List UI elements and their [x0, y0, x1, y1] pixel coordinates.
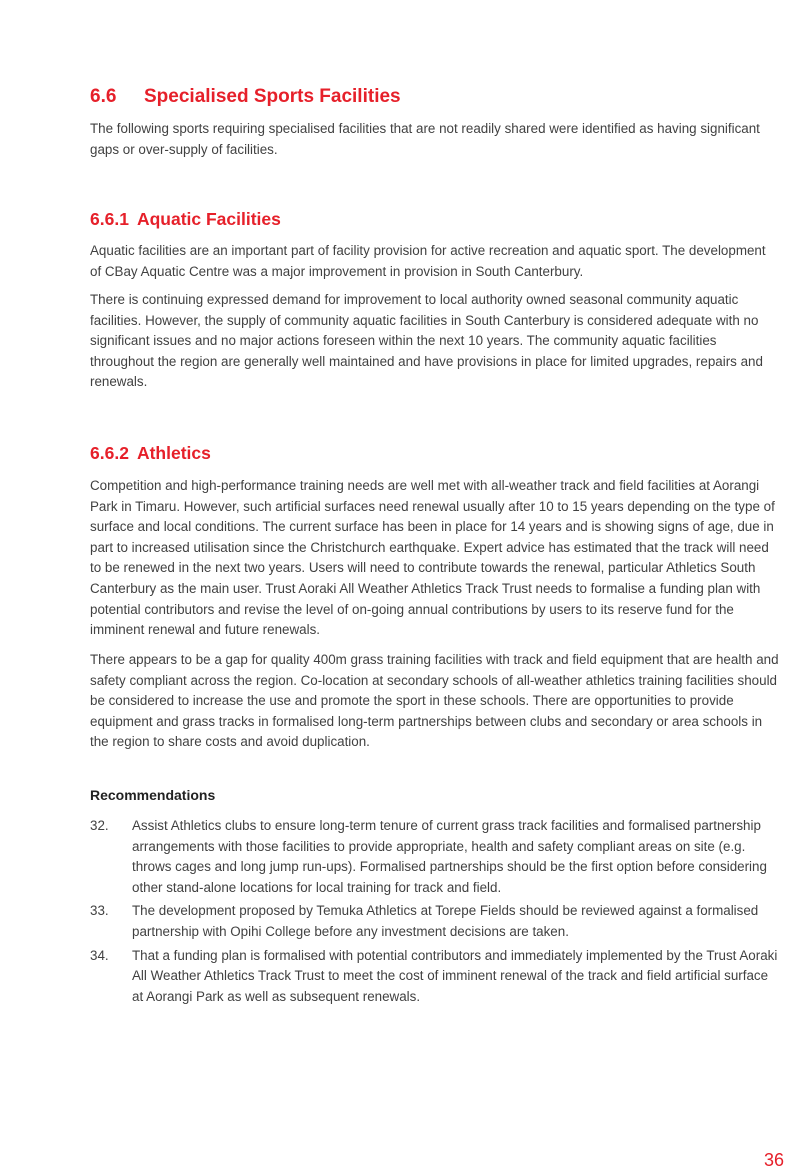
recommendation-text: Assist Athletics clubs to ensure long-term tenure of current grass track facilities and formalised partnership arrangements with those facilities to provide appropriate, health and safety compliant areas on site (e.g. throws cages and long jump run-ups). Formalised partnerships should be the first option before considering other stand-alone locations for local training for track and field. [132, 818, 767, 895]
recommendation-number: 32. [90, 818, 109, 833]
recommendation-number: 33. [90, 903, 109, 919]
aquatic-paragraph-1: Aquatic facilities are an important part of facility provision for active recreation and aquatic sport. The development of CBay Aquatic Centre was a major improvement in provision in South Canterbury. [90, 243, 766, 279]
recommendations-list [90, 816, 780, 1010]
recommendation-number: 34. [90, 947, 109, 963]
page-number: 36 [763, 1150, 784, 1170]
aquatic-heading [90, 209, 281, 230]
aquatic-number: 6.6.1 [90, 209, 129, 229]
recommendation-item [90, 901, 780, 942]
athletics-number: 6.6.2 [90, 443, 129, 463]
athletics-paragraph-1: Competition and high-performance training needs are well met with all-weather track and field facilities at Aorangi Park in Timaru. However, such artificial surfaces need renewal usually after 10 to 15 years depending on the type of surface and local conditions. The current surface has been in place for 14 years and is showing signs of age, due in part to increased utilisation since the Christchurch earthquake. Expert advice has estimated that the track will need to be renewed in the next two years. Users will need to contribute towards the renewal, particular Athletics South Canterbury as the main user. Trust Aoraki All Weather Athletics Track Trust needs to formalise a funding plan with potential contributors and revise the level of on-going annual contributions by users to its reserve fund for the imminent renewal and future renewals. [90, 478, 775, 638]
section-number: 6.6 [90, 86, 117, 107]
section-intro: The following sports requiring specialised facilities that are not readily shared were identified as having significant gaps or over-supply of facilities. [90, 121, 760, 157]
athletics-title: Athletics [136, 443, 211, 463]
section-title: Specialised Sports Facilities [144, 86, 401, 107]
aquatic-title: Aquatic Facilities [136, 209, 281, 229]
recommendation-text: The development proposed by Temuka Athletics at Torepe Fields should be reviewed against a formalised partnership with Opihi College before any investment decisions are taken. [132, 903, 759, 939]
section-heading [90, 86, 401, 108]
aquatic-paragraph-2: There is continuing expressed demand for improvement to local authority owned seasonal community aquatic facilities. However, the supply of community aquatic facilities in South Canterbury is considered adequate with no significant issues and no major actions foreseen within the next 10 years. The community aquatic facilities throughout the region are generally well maintained and have provisions in place for limited upgrades, repairs and renewals. [90, 292, 763, 390]
recommendation-item [90, 816, 780, 898]
recommendation-text: That a funding plan is formalised with potential contributors and immediately implemented by the Trust Aoraki All Weather Athletics Track Trust to meet the cost of imminent renewal of the track and field artificial surface at Aorangi Park as well as subsequent renewals. [132, 947, 778, 1004]
athletics-heading [90, 443, 211, 464]
athletics-paragraph-2: There appears to be a gap for quality 400m grass training facilities with track and field equipment that are health and safety compliant across the region. Co-location at secondary schools of all-weather athletics training facilities should be considered to increase the use and promote the sport in these schools. There are opportunities to provide equipment and grass tracks in formalised long-term partnerships between clubs and secondary or area schools in the region to share costs and avoid duplication. [90, 652, 779, 750]
recommendation-item [90, 946, 780, 1008]
recommendations-heading: Recommendations [90, 787, 216, 803]
